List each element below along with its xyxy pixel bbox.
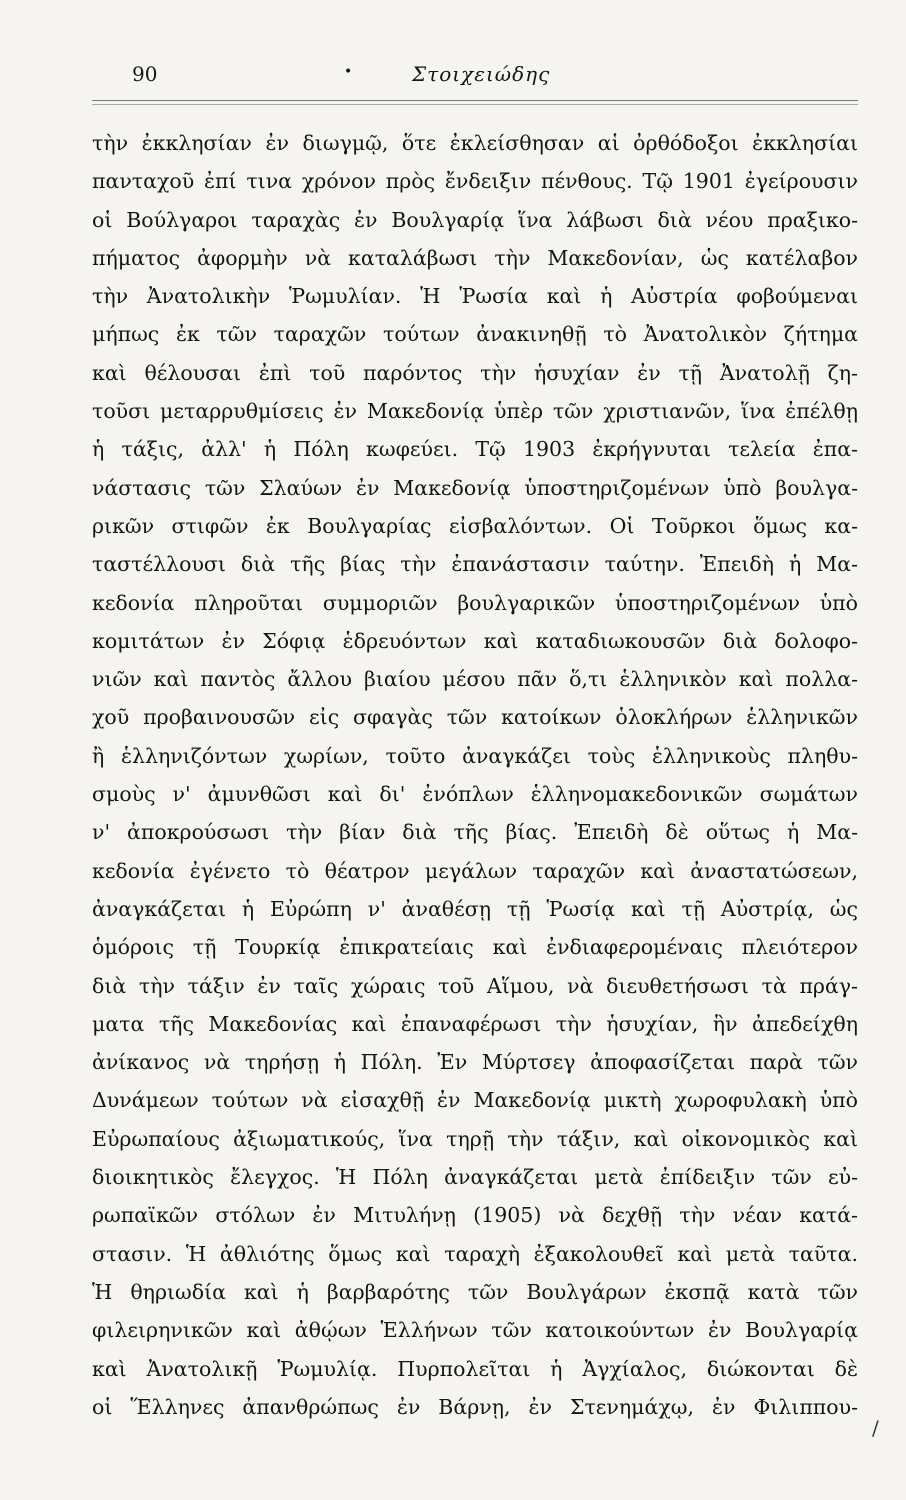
text-line: μήπως ἐκ τῶν ταραχῶν τούτων ἀνακινηθῇ τὸ Ἀνατολικὸν ζήτημα bbox=[92, 322, 858, 347]
header-dot: • bbox=[344, 64, 353, 80]
text-line: κεδονία ἐγένετο τὸ θέατρον μεγάλων ταραχῶν καὶ ἀναστατώσεων, bbox=[92, 858, 858, 883]
text-line: φιλειρηνικῶν καὶ ἀθῴων Ἑλλήνων τῶν κατοικούντων ἐν Βουλγαρίᾳ bbox=[92, 1318, 858, 1343]
text-line: Δυνάμεων τούτων νὰ εἰσαχθῇ ἐν Μακεδονίᾳ μικτὴ χωροφυλακὴ ὑπὸ bbox=[92, 1088, 858, 1113]
text-line: Ἡ θηριωδία καὶ ἡ βαρβαρότης τῶν Βουλγάρων ἐκσπᾷ κατὰ τῶν bbox=[92, 1279, 858, 1304]
text-line: στασιν. Ἡ ἀθλιότης ὅμως καὶ ταραχὴ ἐξακολουθεῖ καὶ μετὰ ταῦτα. bbox=[92, 1241, 858, 1266]
text-line: ρικῶν στιφῶν ἐκ Βουλγαρίας εἰσβαλόντων. Οἱ Τοῦρκοι ὅμως κα- bbox=[92, 513, 858, 538]
text-line: τὴν ἐκκλησίαν ἐν διωγμῷ, ὅτε ἐκλείσθησαν αἱ ὀρθόδοξοι ἐκκλησίαι bbox=[92, 131, 858, 155]
text-line: ταστέλλουσι διὰ τῆς βίας τὴν ἐπανάστασιν ταύτην. Ἐπειδὴ ἡ Μα- bbox=[92, 552, 858, 577]
text-line: καὶ Ἀνατολικῇ Ῥωμυλίᾳ. Πυρπολεῖται ἡ Ἀγχίαλος, διώκονται δὲ bbox=[92, 1356, 858, 1381]
text-line: ν' ἀποκρούσωσι τὴν βίαν διὰ τῆς βίας. Ἐπειδὴ δὲ οὕτως ἡ Μα- bbox=[92, 820, 858, 845]
text-line: ματα τῆς Μακεδονίας καὶ ἐπαναφέρωσι τὴν ἡσυχίαν, ἣν ἀπεδείχθη bbox=[92, 1011, 858, 1036]
page-header bbox=[92, 62, 860, 96]
text-line: ἢ ἑλληνιζόντων χωρίων, τοῦτο ἀναγκάζει τοὺς ἑλληνικοὺς πληθυ- bbox=[92, 743, 858, 768]
text-line: Εὐρωπαίους ἀξιωματικούς, ἵνα τηρῇ τὴν τάξιν, καὶ οἰκονομικὸς καὶ bbox=[92, 1126, 858, 1151]
text-line: ἀναγκάζεται ἡ Εὐρώπη ν' ἀναθέσῃ τῇ Ῥωσίᾳ καὶ τῇ Αὐστρίᾳ, ὡς bbox=[92, 896, 858, 921]
header-rule-secondary bbox=[92, 104, 858, 105]
text-line: σμοὺς ν' ἀμυνθῶσι καὶ δι' ἐνόπλων ἑλληνομακεδονικῶν σωμάτων bbox=[92, 782, 858, 807]
text-line: ἀνίκανος νὰ τηρήσῃ ἡ Πόλη. Ἐν Μύρτσεγ ἀποφασίζεται παρὰ τῶν bbox=[92, 1050, 858, 1075]
header-rule bbox=[92, 100, 858, 101]
text-line: πήματος ἀφορμὴν νὰ καταλάβωσι τὴν Μακεδονίαν, ὡς κατέλαβον bbox=[92, 245, 858, 270]
text-line: καὶ θέλουσαι ἐπὶ τοῦ παρόντος τὴν ἡσυχίαν ἐν τῇ Ἀνατολῇ ζη- bbox=[92, 360, 858, 385]
margin-mark: / bbox=[872, 1416, 879, 1440]
running-title: Στοιχειώδης bbox=[412, 62, 551, 86]
text-line: τὴν Ἀνατολικὴν Ῥωμυλίαν. Ἡ Ῥωσία καὶ ἡ Αὐστρία φοβούμεναι bbox=[92, 284, 858, 309]
text-line: ὁμόροις τῇ Τουρκίᾳ ἐπικρατείαις καὶ ἐνδιαφερομέναις πλειότερον bbox=[92, 935, 858, 960]
page-number: 90 bbox=[132, 62, 158, 86]
text-line: τοῦσι μεταρρυθμίσεις ἐν Μακεδονίᾳ ὑπὲρ τῶν χριστιανῶν, ἵνα ἐπέλθῃ bbox=[92, 399, 858, 424]
text-line: νάστασις τῶν Σλαύων ἐν Μακεδονίᾳ ὑποστηριζομένων ὑπὸ βουλγα- bbox=[92, 475, 858, 500]
text-line: οἱ Ἕλληνες ἀπανθρώπως ἐν Βάρνῃ, ἐν Στενημάχῳ, ἐν Φιλιππου- bbox=[92, 1394, 858, 1419]
body-text bbox=[92, 124, 858, 1426]
text-line: οἱ Βούλγαροι ταραχὰς ἐν Βουλγαρίᾳ ἵνα λάβωσι διὰ νέου πραξικο- bbox=[92, 207, 858, 232]
text-line: διὰ τὴν τάξιν ἐν ταῖς χώραις τοῦ Αἵμου, νὰ διευθετήσωσι τὰ πράγ- bbox=[92, 973, 858, 998]
text-line: διοικητικὸς ἔλεγχος. Ἡ Πόλη ἀναγκάζεται μετὰ ἐπίδειξιν τῶν εὐ- bbox=[92, 1165, 858, 1190]
text-line: νιῶν καὶ παντὸς ἄλλου βιαίου μέσου πᾶν ὅ,τι ἑλληνικὸν καὶ πολλα- bbox=[92, 667, 858, 692]
text-line: ἡ τάξις, ἀλλ' ἡ Πόλη κωφεύει. Τῷ 1903 ἐκρήγνυται τελεία ἐπα- bbox=[92, 437, 858, 462]
text-line: κεδονία πληροῦται συμμοριῶν βουλγαρικῶν ὑποστηριζομένων ὑπὸ bbox=[92, 590, 858, 615]
text-line: πανταχοῦ ἐπί τινα χρόνον πρὸς ἔνδειξιν πένθους. Τῷ 1901 ἐγείρουσιν bbox=[92, 169, 858, 194]
text-line: κομιτάτων ἐν Σόφιᾳ ἑδρευόντων καὶ καταδιωκουσῶν διὰ δολοφο- bbox=[92, 628, 858, 653]
text-line: ρωπαϊκῶν στόλων ἐν Μιτυλήνῃ (1905) νὰ δεχθῇ τὴν νέαν κατά- bbox=[92, 1203, 858, 1228]
text-line: χοῦ προβαινουσῶν εἰς σφαγὰς τῶν κατοίκων ὁλοκλήρων ἑλληνικῶν bbox=[92, 705, 858, 730]
